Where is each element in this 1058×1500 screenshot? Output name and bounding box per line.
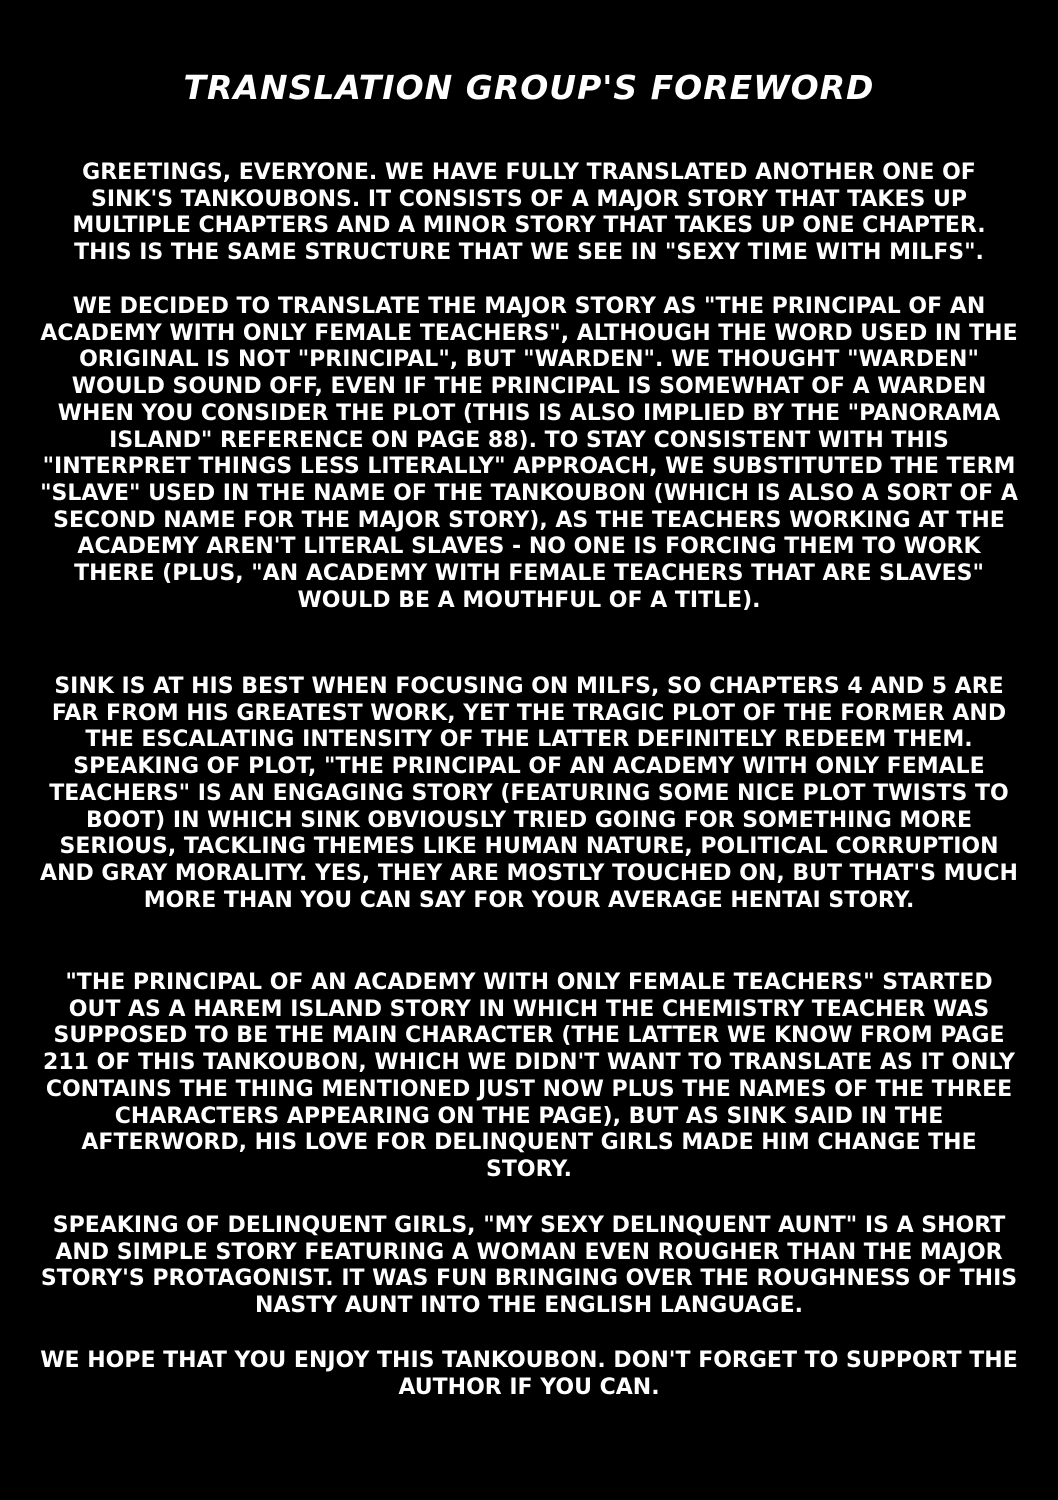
foreword-paragraph-1: GREETINGS, EVERYONE. WE HAVE FULLY TRANSLATED ANOTHER ONE OF SINK'S TANKOUBONS. IT CONSISTS OF A MAJOR STORY THAT TAKES UP MULTIPLE CHAPTERS AND A MINOR STORY THAT TAKES UP ONE CHAPTER. THIS IS THE SAME STRUCTURE THAT WE SEE IN "SEXY TIME WITH MILFS". bbox=[72, 160, 986, 266]
foreword-paragraph-2: WE DECIDED TO TRANSLATE THE MAJOR STORY AS "THE PRINCIPAL OF AN ACADEMY WITH ONLY FEMALE TEACHERS", ALTHOUGH THE WORD USED IN THE ORIGINAL IS NOT "PRINCIPAL", BUT "WARDEN". WE THOUGHT "WARDEN" WOULD SOUND OFF, EVEN IF THE PRINCIPAL IS SOMEWHAT OF A WARDEN WHEN YOU CONSIDER THE PLOT (THIS IS ALSO IMPLIED BY THE "PANORAMA ISLAND" REFERENCE ON PAGE 88). TO STAY CONSISTENT WITH THIS "INTERPRET THINGS LESS LITERALLY" APPROACH, WE SUBSTITUTED THE TERM "SLAVE" USED IN THE NAME OF THE TANKOUBON (WHICH IS ALSO A SORT OF A SECOND NAME FOR THE MAJOR STORY), AS THE TEACHERS WORKING AT THE ACADEMY AREN'T LITERAL SLAVES - NO ONE IS FORCING THEM TO WORK THERE (PLUS, "AN ACADEMY WITH FEMALE TEACHERS THAT ARE SLAVES" WOULD BE A MOUTHFUL OF A TITLE). bbox=[40, 294, 1018, 613]
foreword-paragraph-4: "THE PRINCIPAL OF AN ACADEMY WITH ONLY FEMALE TEACHERS" STARTED OUT AS A HAREM ISLAND STORY IN WHICH THE CHEMISTRY TEACHER WAS SUPPOSED TO BE THE MAIN CHARACTER (THE LATTER WE KNOW FROM PAGE 211 OF THIS TANKOUBON, WHICH WE DIDN'T WANT TO TRANSLATE AS IT ONLY CONTAINS THE THING MENTIONED JUST NOW PLUS THE NAMES OF THE THREE CHARACTERS APPEARING ON THE PAGE), BUT AS SINK SAID IN THE AFTERWORD, HIS LOVE FOR DELINQUENT GIRLS MADE HIM CHANGE THE STORY. bbox=[43, 970, 1015, 1182]
foreword-paragraph-6: WE HOPE THAT YOU ENJOY THIS TANKOUBON. DON'T FORGET TO SUPPORT THE AUTHOR IF YOU CAN. bbox=[40, 1348, 1018, 1400]
page-title: TRANSLATION GROUP'S FOREWORD bbox=[183, 68, 875, 107]
foreword-paragraph-3: SINK IS AT HIS BEST WHEN FOCUSING ON MILFS, SO CHAPTERS 4 AND 5 ARE FAR FROM HIS GREATEST WORK, YET THE TRAGIC PLOT OF THE FORMER AND THE ESCALATING INTENSITY OF THE LATTER DEFINITELY REDEEM THEM. SPEAKING OF PLOT, "THE PRINCIPAL OF AN ACADEMY WITH ONLY FEMALE TEACHERS" IS AN ENGAGING STORY (FEATURING SOME NICE PLOT TWISTS TO BOOT) IN WHICH SINK OBVIOUSLY TRIED GOING FOR SOMETHING MORE SERIOUS, TACKLING THEMES LIKE HUMAN NATURE, POLITICAL CORRUPTION AND GRAY MORALITY. YES, THEY ARE MOSTLY TOUCHED ON, BUT THAT'S MUCH MORE THAN YOU CAN SAY FOR YOUR AVERAGE HENTAI STORY. bbox=[40, 674, 1018, 913]
foreword-paragraph-5: SPEAKING OF DELINQUENT GIRLS, "MY SEXY DELINQUENT AUNT" IS A SHORT AND SIMPLE STORY FEATURING A WOMAN EVEN ROUGHER THAN THE MAJOR STORY'S PROTAGONIST. IT WAS FUN BRINGING OVER THE ROUGHNESS OF THIS NASTY AUNT INTO THE ENGLISH LANGUAGE. bbox=[40, 1213, 1018, 1319]
